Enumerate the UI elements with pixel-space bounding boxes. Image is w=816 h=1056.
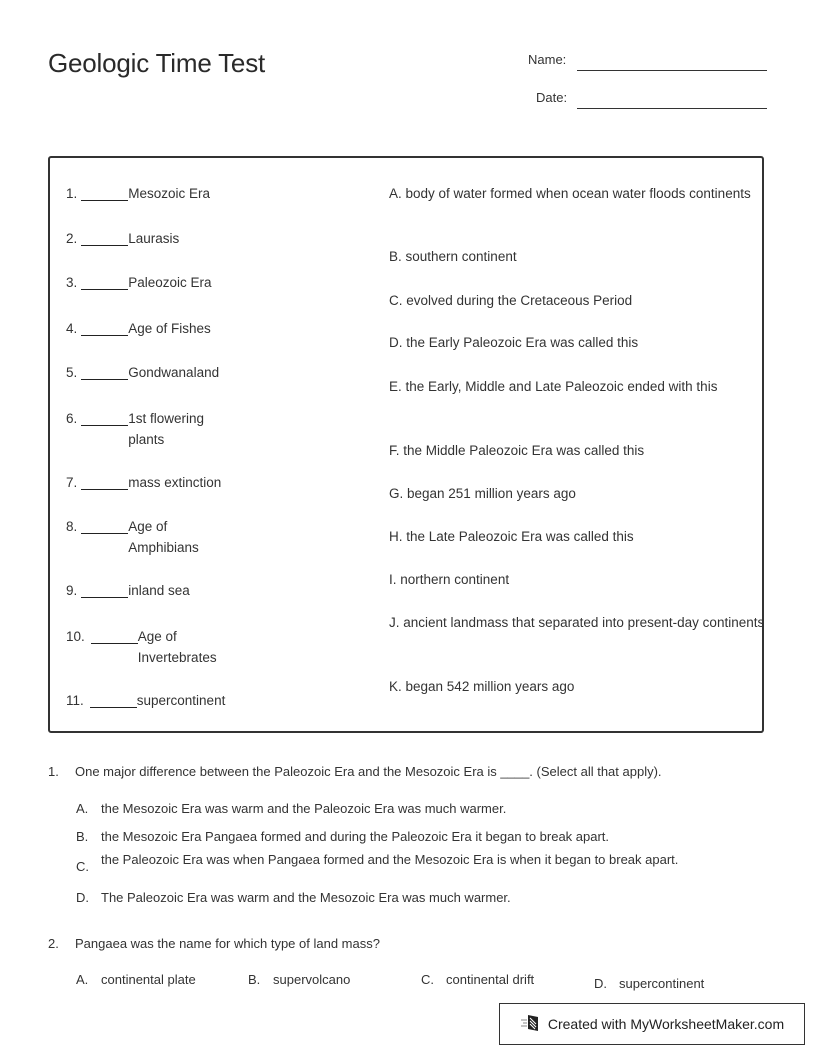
- matching-definition: F. the Middle Paleozoic Era was called this: [389, 443, 645, 458]
- answer-blank[interactable]: [81, 272, 128, 290]
- question-text: One major difference between the Paleozoic Era and the Mesozoic Era is ____. (Select all that apply).: [75, 764, 662, 779]
- answer-blank[interactable]: [81, 228, 128, 246]
- matching-definition: I. northern continent: [389, 572, 510, 587]
- answer-blank[interactable]: [81, 580, 128, 598]
- matching-term: 1. Mesozoic Era: [66, 183, 238, 204]
- option-1c[interactable]: C. the Paleozoic Era was when Pangaea formed and the Mesozoic Era is when it began to break apart.: [76, 852, 679, 874]
- name-field[interactable]: [577, 70, 767, 71]
- matching-definition: C. evolved during the Cretaceous Period: [389, 293, 633, 308]
- created-with-badge[interactable]: [499, 1003, 805, 1045]
- question-text: Pangaea was the name for which type of land mass?: [75, 936, 380, 951]
- question-2: 2. Pangaea was the name for which type of land mass?: [48, 936, 380, 951]
- answer-blank[interactable]: [81, 318, 128, 336]
- worksheet-maker-logo-icon: [520, 1013, 542, 1036]
- page-title: Geologic Time Test: [48, 48, 266, 78]
- date-field[interactable]: [577, 108, 767, 109]
- matching-term: 9. inland sea: [66, 580, 238, 601]
- option-2a[interactable]: A. continental plate: [76, 972, 196, 987]
- option-2d[interactable]: D. supercontinent: [594, 976, 705, 991]
- option-1a[interactable]: A. the Mesozoic Era was warm and the Paleozoic Era was much warmer.: [76, 801, 507, 816]
- matching-definition: H. the Late Paleozoic Era was called this: [389, 529, 634, 544]
- answer-blank[interactable]: [81, 516, 128, 534]
- answer-blank[interactable]: [81, 472, 128, 490]
- matching-term: 11. supercontinent: [66, 690, 247, 711]
- matching-definition: K. began 542 million years ago: [389, 679, 575, 694]
- matching-definition: B. southern continent: [389, 249, 517, 264]
- name-label: Name:: [528, 52, 567, 67]
- matching-definition: D. the Early Paleozoic Era was called this: [389, 335, 639, 350]
- option-2c[interactable]: C. continental drift: [421, 972, 535, 987]
- matching-definition: A. body of water formed when ocean water floods continents: [389, 186, 751, 201]
- matching-term: 5. Gondwanaland: [66, 362, 238, 383]
- matching-definition: E. the Early, Middle and Late Paleozoic ended with this: [389, 379, 718, 394]
- matching-definition: G. began 251 million years ago: [389, 486, 576, 501]
- answer-blank[interactable]: [81, 408, 128, 426]
- matching-term: 3. Paleozoic Era: [66, 272, 238, 293]
- matching-term: 4. Age of Fishes: [66, 318, 238, 339]
- question-1: 1. One major difference between the Paleozoic Era and the Mesozoic Era is ____. (Select all that apply).: [48, 764, 662, 779]
- option-1b[interactable]: B. the Mesozoic Era Pangaea formed and during the Paleozoic Era it began to break apart.: [76, 829, 610, 844]
- answer-blank[interactable]: [90, 690, 137, 708]
- matching-term: 7. mass extinction: [66, 472, 238, 493]
- answer-blank[interactable]: [81, 183, 128, 201]
- option-2b[interactable]: B. supervolcano: [248, 972, 351, 987]
- matching-definition: J. ancient landmass that separated into present-day continents: [389, 615, 765, 630]
- matching-term: 10. Age of Invertebrates: [66, 626, 248, 668]
- answer-blank[interactable]: [91, 626, 138, 644]
- date-label: Date:: [536, 90, 568, 105]
- matching-term: 2. Laurasis: [66, 228, 238, 249]
- answer-blank[interactable]: [81, 362, 128, 380]
- option-1d[interactable]: D. The Paleozoic Era was warm and the Mesozoic Era was much warmer.: [76, 890, 511, 905]
- matching-term: 6. 1st flowering plants: [66, 408, 238, 450]
- matching-term: 8. Age of Amphibians: [66, 516, 238, 558]
- badge-text: Created with MyWorksheetMaker.com: [547, 1016, 785, 1032]
